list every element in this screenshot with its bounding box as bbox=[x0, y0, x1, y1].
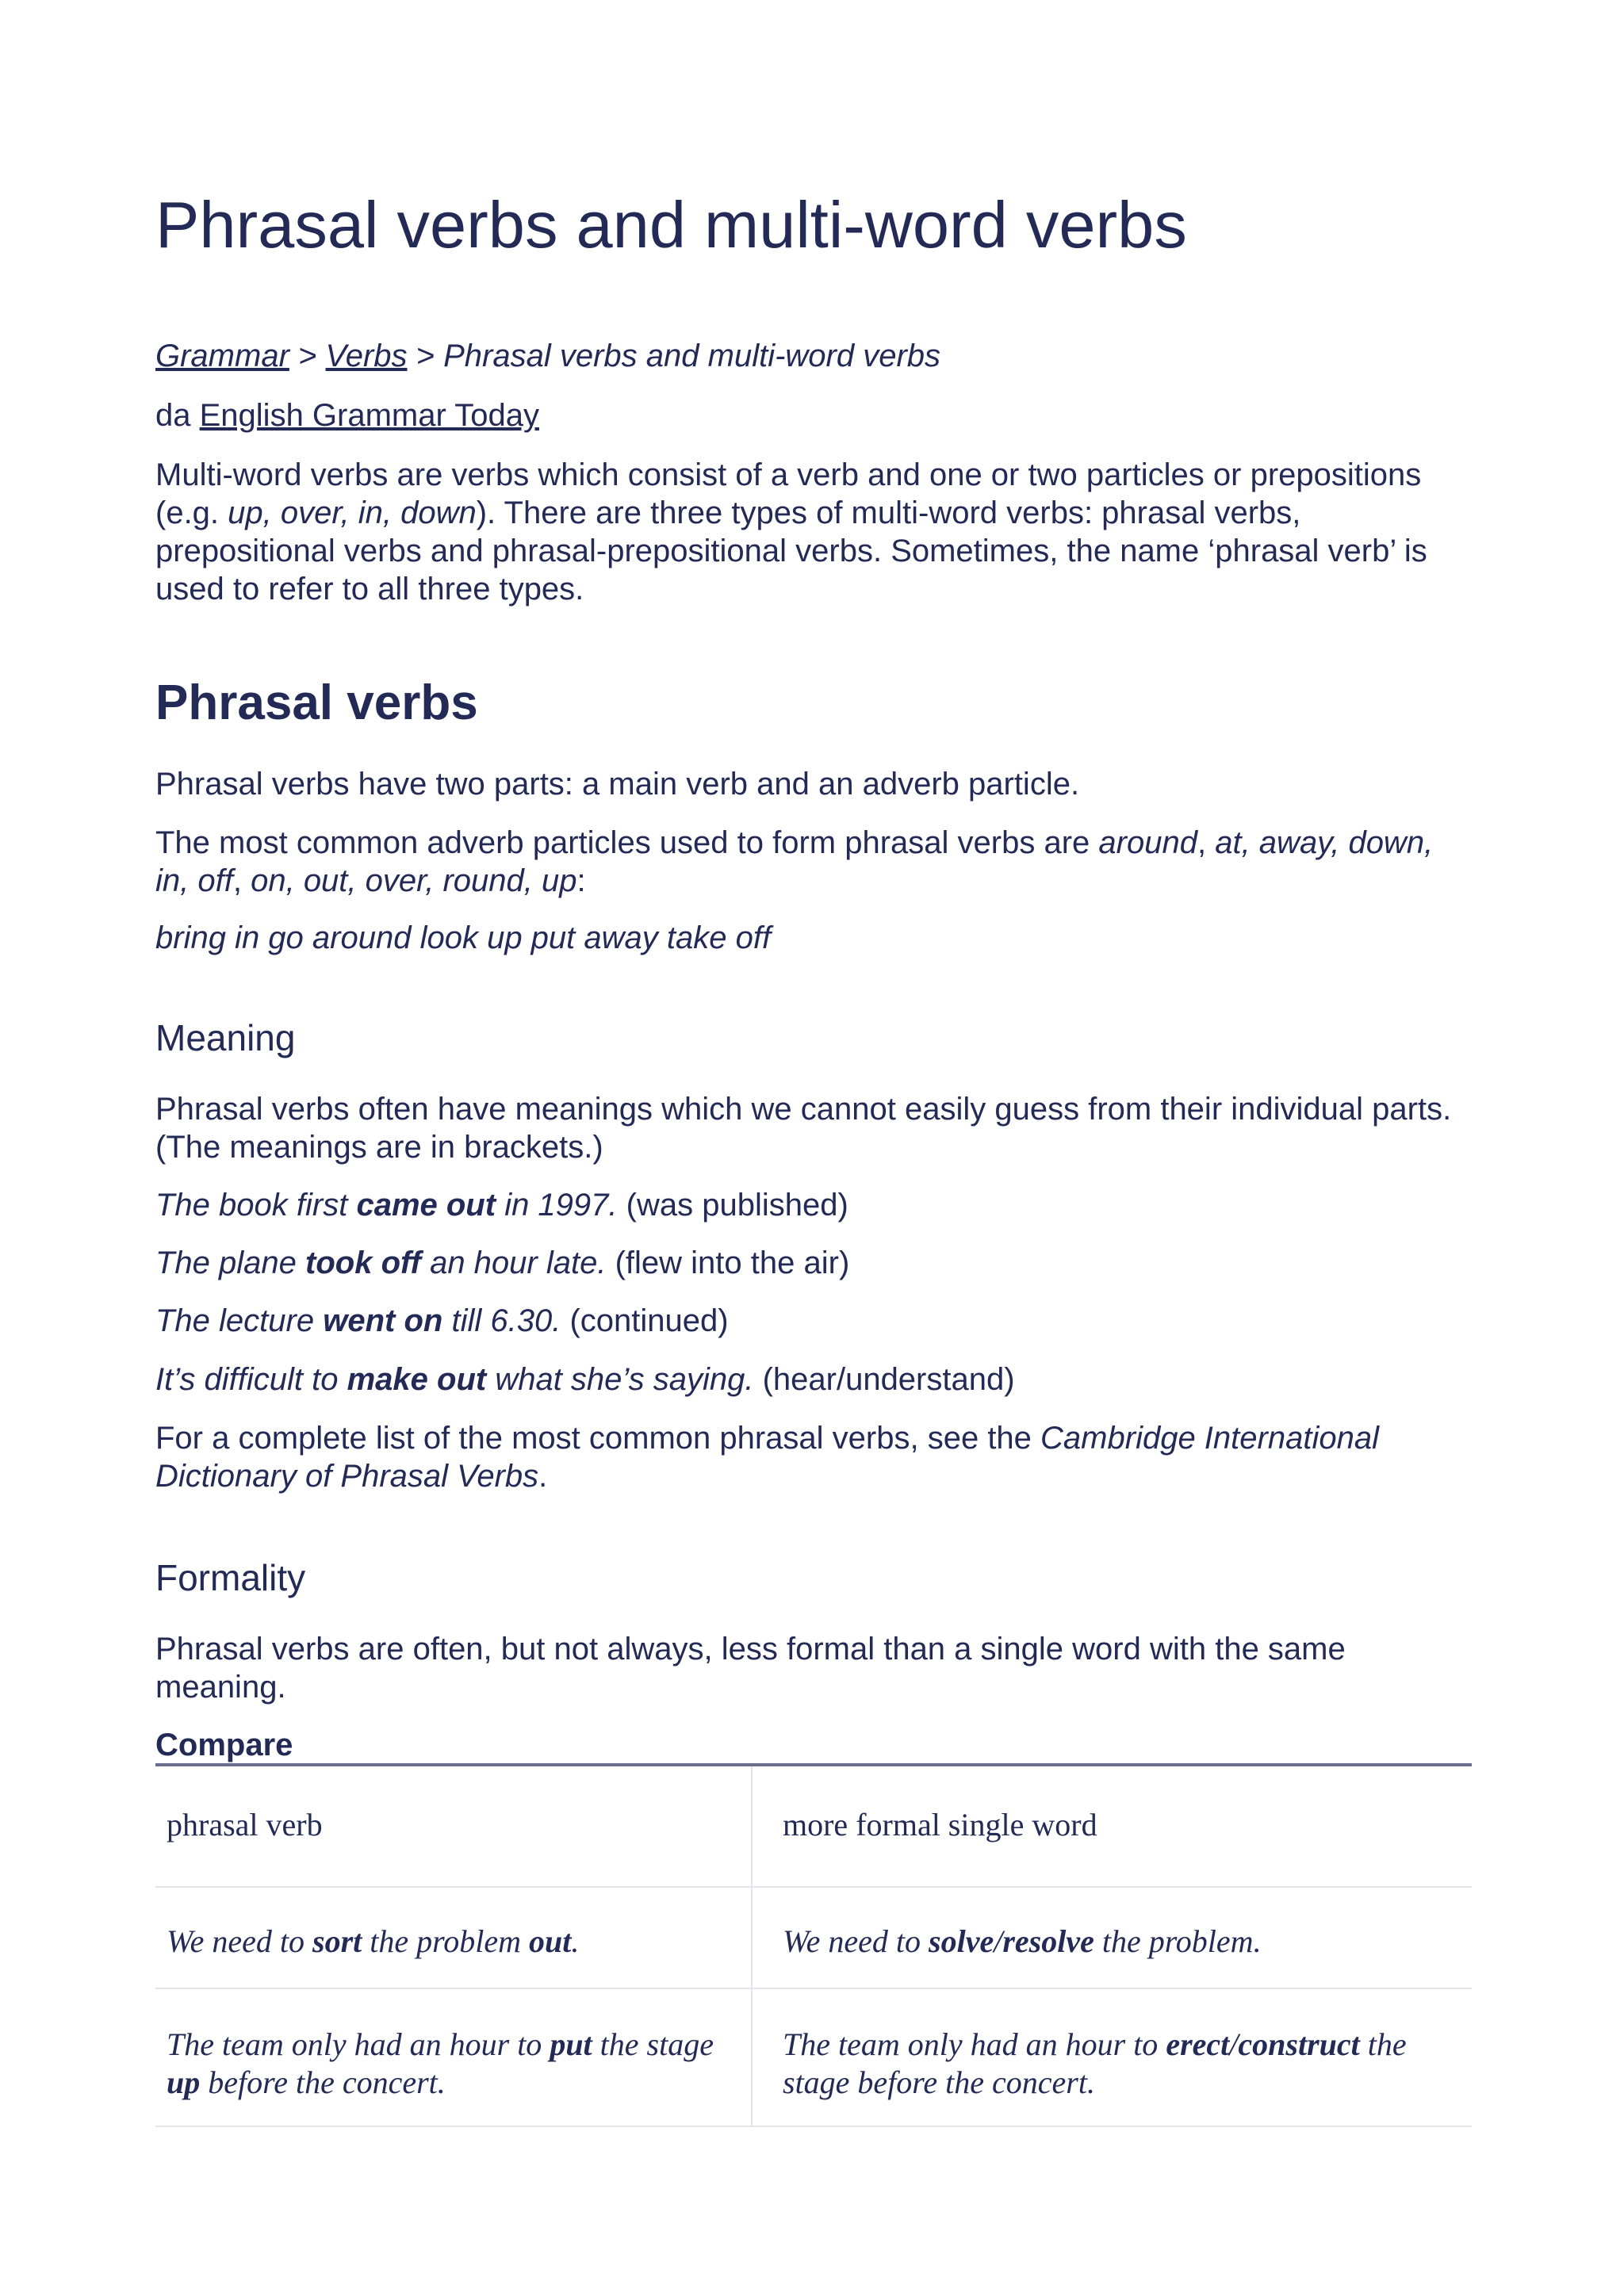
particles-intro: The most common adverb particles used to form phrasal verbs are bbox=[155, 825, 1090, 860]
example-post: in 1997. bbox=[504, 1188, 618, 1223]
cell-slash: / bbox=[1229, 2026, 1239, 2062]
breadcrumb-link-grammar[interactable]: Grammar bbox=[155, 339, 289, 373]
example-verb: went on bbox=[323, 1303, 443, 1338]
table-row bbox=[155, 1988, 1472, 2126]
formality-text: Phrasal verbs are often, but not always, less formal than a single word with the same meaning. bbox=[155, 1632, 1346, 1705]
breadcrumb-current: Phrasal verbs and multi-word verbs bbox=[443, 339, 941, 373]
cell-verb: erect bbox=[1166, 2026, 1230, 2062]
outro-end: . bbox=[538, 1459, 548, 1494]
section-heading-phrasal-verbs: Phrasal verbs bbox=[155, 675, 478, 730]
example-post: what she’s saying. bbox=[495, 1362, 754, 1397]
table-header-row bbox=[155, 1766, 1472, 1887]
cell-verb: construct bbox=[1238, 2026, 1360, 2062]
cell-particle: out bbox=[528, 1923, 572, 1959]
cell-verb: solve bbox=[929, 1923, 994, 1959]
cell-particle: up bbox=[167, 2064, 201, 2100]
meaning-example bbox=[155, 1360, 1472, 1399]
dictionary-title: Cambridge International Dictionary of Phrasal Verbs bbox=[155, 1421, 1379, 1494]
comparison-table bbox=[155, 1766, 1472, 2127]
cell-text: We need to bbox=[783, 1923, 921, 1959]
table-cell-phrasal bbox=[155, 1887, 752, 1988]
meaning-outro bbox=[155, 1419, 1472, 1495]
cell-text: The team only had an hour to bbox=[167, 2026, 542, 2062]
example-gloss: (continued) bbox=[569, 1303, 729, 1338]
particle-separator: , bbox=[232, 863, 242, 898]
particles-paragraph bbox=[155, 824, 1472, 900]
cell-text: the problem bbox=[370, 1923, 521, 1959]
cell-text: the problem. bbox=[1101, 1923, 1262, 1959]
cell-slash: / bbox=[994, 1923, 1003, 1959]
cell-text: We need to bbox=[167, 1923, 305, 1959]
cell-verb: resolve bbox=[1002, 1923, 1094, 1959]
example-post: an hour late. bbox=[430, 1246, 607, 1280]
intro-text-start: Multi-word verbs are verbs which consist of a verb and one or two particles or prepositions (e.g. bbox=[155, 457, 1422, 530]
table-header-cell: phrasal verb bbox=[155, 1766, 752, 1887]
particle-end: : bbox=[576, 863, 586, 898]
example-gloss: (flew into the air) bbox=[615, 1246, 850, 1280]
example-gloss: (was published) bbox=[626, 1188, 848, 1223]
example-pre: The plane bbox=[155, 1246, 297, 1280]
breadcrumb bbox=[155, 337, 1472, 375]
particle-list: on, out, over, round, up bbox=[251, 863, 577, 898]
source-link[interactable]: English Grammar Today bbox=[199, 398, 539, 433]
example-pre: The lecture bbox=[155, 1303, 315, 1338]
particle-list: at, away, down, in, off bbox=[155, 825, 1434, 898]
cell-verb: put bbox=[550, 2026, 592, 2062]
meaning-example bbox=[155, 1244, 1472, 1282]
example-pre: The book first bbox=[155, 1188, 348, 1223]
outro-text: For a complete list of the most common phrasal verbs, see the bbox=[155, 1421, 1032, 1456]
meaning-example bbox=[155, 1186, 1472, 1224]
cell-text: the stage bbox=[599, 2026, 714, 2062]
subheading-meaning: Meaning bbox=[155, 1017, 296, 1058]
table-cell-phrasal bbox=[155, 1988, 752, 2126]
subheading-formality: Formality bbox=[155, 1557, 306, 1598]
cell-text: The team only had an hour to bbox=[783, 2026, 1159, 2062]
cell-text: before the concert. bbox=[208, 2064, 446, 2100]
meaning-intro: Phrasal verbs often have meanings which we cannot easily guess from their individual parts. (The meanings are in brackets.) bbox=[155, 1092, 1452, 1165]
example-pre: It’s difficult to bbox=[155, 1362, 339, 1397]
intro-examples: up, over, in, down bbox=[228, 496, 477, 530]
example-gloss: (hear/understand) bbox=[762, 1362, 1015, 1397]
page-title: Phrasal verbs and multi-word verbs bbox=[155, 188, 1187, 262]
cell-text: the stage before the concert. bbox=[783, 2026, 1407, 2100]
intro-text-end: ). There are three types of multi-word verbs: phrasal verbs, prepositional verbs and phrasal-prepositional verbs. Sometimes, the name ‘phrasal verb’ is used to refer to all three types. bbox=[155, 496, 1427, 607]
cell-verb: sort bbox=[312, 1923, 362, 1959]
example-post: till 6.30. bbox=[451, 1303, 561, 1338]
breadcrumb-link-verbs[interactable]: Verbs bbox=[325, 339, 408, 373]
example-verb: make out bbox=[347, 1362, 487, 1397]
breadcrumb-separator: > bbox=[298, 339, 317, 373]
table-cell-formal bbox=[752, 1887, 1472, 1988]
cell-text: . bbox=[571, 1923, 580, 1959]
source-line bbox=[155, 396, 1472, 434]
example-verb: took off bbox=[305, 1246, 421, 1280]
source-prefix: da bbox=[155, 398, 191, 433]
compare-label: Compare bbox=[155, 1728, 293, 1762]
breadcrumb-separator: > bbox=[416, 339, 435, 373]
table-row bbox=[155, 1887, 1472, 1988]
intro-paragraph bbox=[155, 456, 1472, 608]
example-verb: came out bbox=[356, 1188, 496, 1223]
particle-separator: , bbox=[1197, 825, 1207, 860]
table-cell-formal bbox=[752, 1988, 1472, 2126]
particle-list: around bbox=[1098, 825, 1197, 860]
phrasal-verbs-definition: Phrasal verbs have two parts: a main verb and an adverb particle. bbox=[155, 767, 1080, 802]
meaning-example bbox=[155, 1302, 1472, 1340]
phrasal-verb-examples: bring in go around look up put away take off bbox=[155, 920, 772, 955]
table-header-cell: more formal single word bbox=[752, 1766, 1472, 1887]
